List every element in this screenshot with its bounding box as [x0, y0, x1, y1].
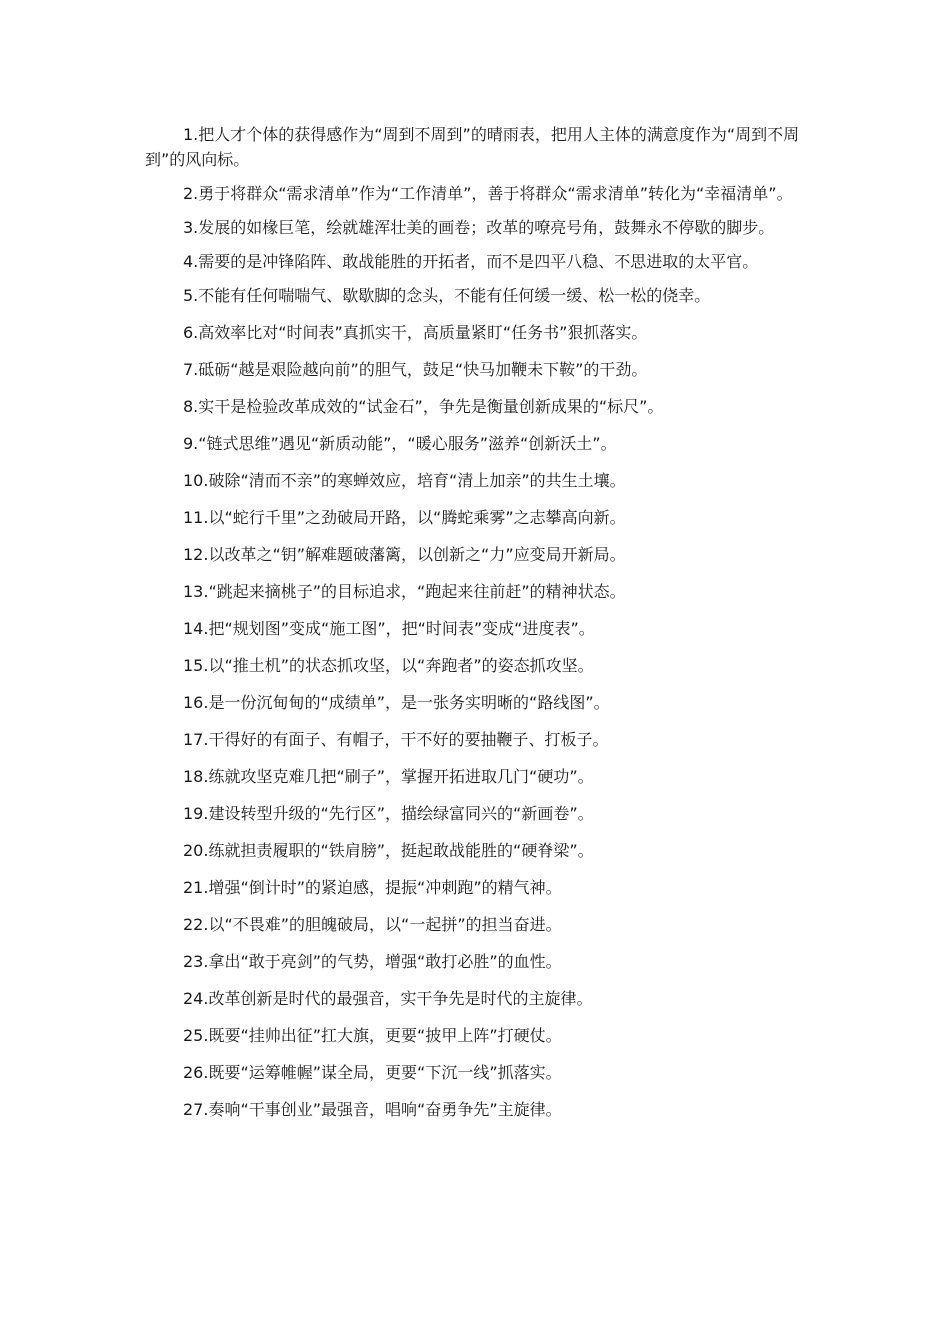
list-item: 15.以“推土机”的状态抓攻坚，以“奔跑者”的姿态抓攻坚。: [183, 656, 594, 675]
list-item: 14.把“规划图”变成“施工图”，把“时间表”变成“进度表”。: [183, 619, 595, 638]
list-item: 13.“跳起来摘桃子”的目标追求，“跑起来往前赶”的精神状态。: [183, 582, 626, 601]
list-item: 25.既要“挂帅出征”扛大旗，更要“披甲上阵”打硬仗。: [183, 1026, 562, 1045]
list-item: 3.发展的如椽巨笔，绘就雄浑壮美的画卷；改革的嘹亮号角，鼓舞永不停歇的脚步。: [183, 218, 775, 237]
document-body: [145, 122, 810, 1134]
list-item: 5.不能有任何喘喘气、歇歇脚的念头，不能有任何缓一缓、松一松的侥幸。: [183, 286, 711, 305]
list-item: 6.高效率比对“时间表”真抓实干，高质量紧盯“任务书”狠抓落实。: [183, 323, 648, 342]
list-item: 22.以“不畏难”的胆魄破局，以“一起拼”的担当奋进。: [183, 915, 562, 934]
list-item: 7.砥砺“越是艰险越向前”的胆气，鼓足“快马加鞭未下鞍”的干劲。: [183, 360, 648, 379]
list-item: 18.练就攻坚克难几把“刷子”，掌握开拓进取几门“硬功”。: [183, 767, 594, 786]
list-item: 4.需要的是冲锋陷阵、敢战能胜的开拓者，而不是四平八稳、不思进取的太平官。: [183, 252, 759, 271]
list-item: 9.“链式思维”遇见“新质动能”，“暖心服务”滋养“创新沃土”。: [183, 434, 617, 453]
list-item: 24.改革创新是时代的最强音，实干争先是时代的主旋律。: [183, 989, 593, 1008]
list-item: 12.以改革之“钥”解难题破藩篱，以创新之“力”应变局开新局。: [183, 545, 626, 564]
list-item: 1.把人才个体的获得感作为“周到不周到”的晴雨表，把用人主体的满意度作为“周到不周到”的风向标。: [145, 125, 800, 169]
list-item: 23.拿出“敢于亮剑”的气势，增强“敢打必胜”的血性。: [183, 952, 562, 971]
list-item: 2.勇于将群众“需求清单”作为“工作清单”，善于将群众“需求清单”转化为“幸福清单”。: [183, 184, 793, 203]
list-item: 10.破除“清而不亲”的寒蝉效应，培育“清上加亲”的共生土壤。: [183, 471, 626, 490]
list-item: 17.干得好的有面子、有帽子，干不好的要抽鞭子、打板子。: [183, 730, 609, 749]
list-item: 20.练就担责履职的“铁肩膀”，挺起敢战能胜的“硬脊梁”。: [183, 841, 594, 860]
list-item: 19.建设转型升级的“先行区”，描绘绿富同兴的“新画卷”。: [183, 804, 594, 823]
list-item: 11.以“蛇行千里”之劲破局开路，以“腾蛇乘雾”之志攀高向新。: [183, 508, 626, 527]
list-item: 21.增强“倒计时”的紧迫感，提振“冲刺跑”的精气神。: [183, 878, 562, 897]
list-item: 26.既要“运筹帷幄”谋全局，更要“下沉一线”抓落实。: [183, 1063, 562, 1082]
list-item: 27.奏响“干事创业”最强音，唱响“奋勇争先”主旋律。: [183, 1100, 562, 1119]
list-item: 16.是一份沉甸甸的“成绩单”，是一张务实明晰的“路线图”。: [183, 693, 610, 712]
list-item: 8.实干是检验改革成效的“试金石”，争先是衡量创新成果的“标尺”。: [183, 397, 664, 416]
